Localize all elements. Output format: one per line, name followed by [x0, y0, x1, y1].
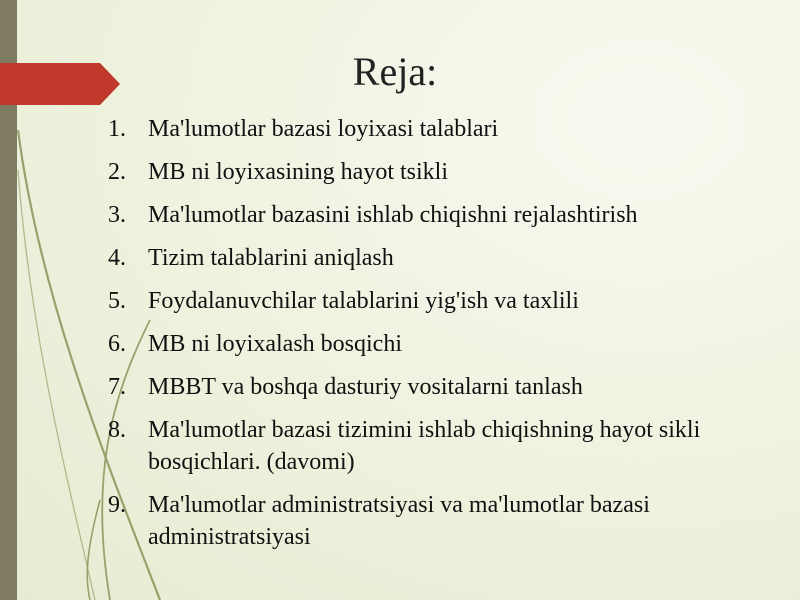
- item-number: 5.: [108, 288, 126, 314]
- list-item: [100, 371, 780, 403]
- item-number: 7.: [108, 374, 126, 400]
- item-text: Ma'lumotlar bazasi tizimini ishlab chiqishning hayot sikli bosqichlari. (davomi): [148, 417, 701, 475]
- slide-title: Reja:: [352, 49, 438, 94]
- list-item: [100, 113, 780, 145]
- list-item: [100, 285, 780, 317]
- item-number: 8.: [108, 417, 126, 443]
- list-item: [100, 414, 780, 478]
- item-number: 4.: [108, 245, 126, 271]
- item-text: Ma'lumotlar bazasi loyixasi talablari: [148, 116, 499, 142]
- list-item: [100, 489, 780, 553]
- item-number: 6.: [108, 331, 126, 357]
- item-text: Ma'lumotlar administratsiyasi va ma'lumotlar bazasi administratsiyasi: [148, 492, 650, 550]
- item-text: MBBT va boshqa dasturiy vositalarni tanlash: [148, 374, 583, 400]
- item-number: 9.: [108, 492, 126, 518]
- list-item: [100, 199, 780, 231]
- agenda-list: [100, 113, 780, 564]
- item-text: Foydalanuvchilar talablarini yig'ish va taxlili: [148, 288, 579, 314]
- list-item: [100, 328, 780, 360]
- item-text: MB ni loyixasining hayot tsikli: [148, 159, 449, 185]
- accent-arrow-shape: [0, 63, 120, 105]
- item-text: Ma'lumotlar bazasini ishlab chiqishni rejalashtirish: [148, 202, 638, 228]
- item-text: Tizim talablarini aniqlash: [148, 245, 394, 271]
- list-item: [100, 156, 780, 188]
- item-number: 1.: [108, 116, 126, 142]
- item-number: 2.: [108, 159, 126, 185]
- item-text: MB ni loyixalash bosqichi: [148, 331, 402, 357]
- list-item: [100, 242, 780, 274]
- item-number: 3.: [108, 202, 126, 228]
